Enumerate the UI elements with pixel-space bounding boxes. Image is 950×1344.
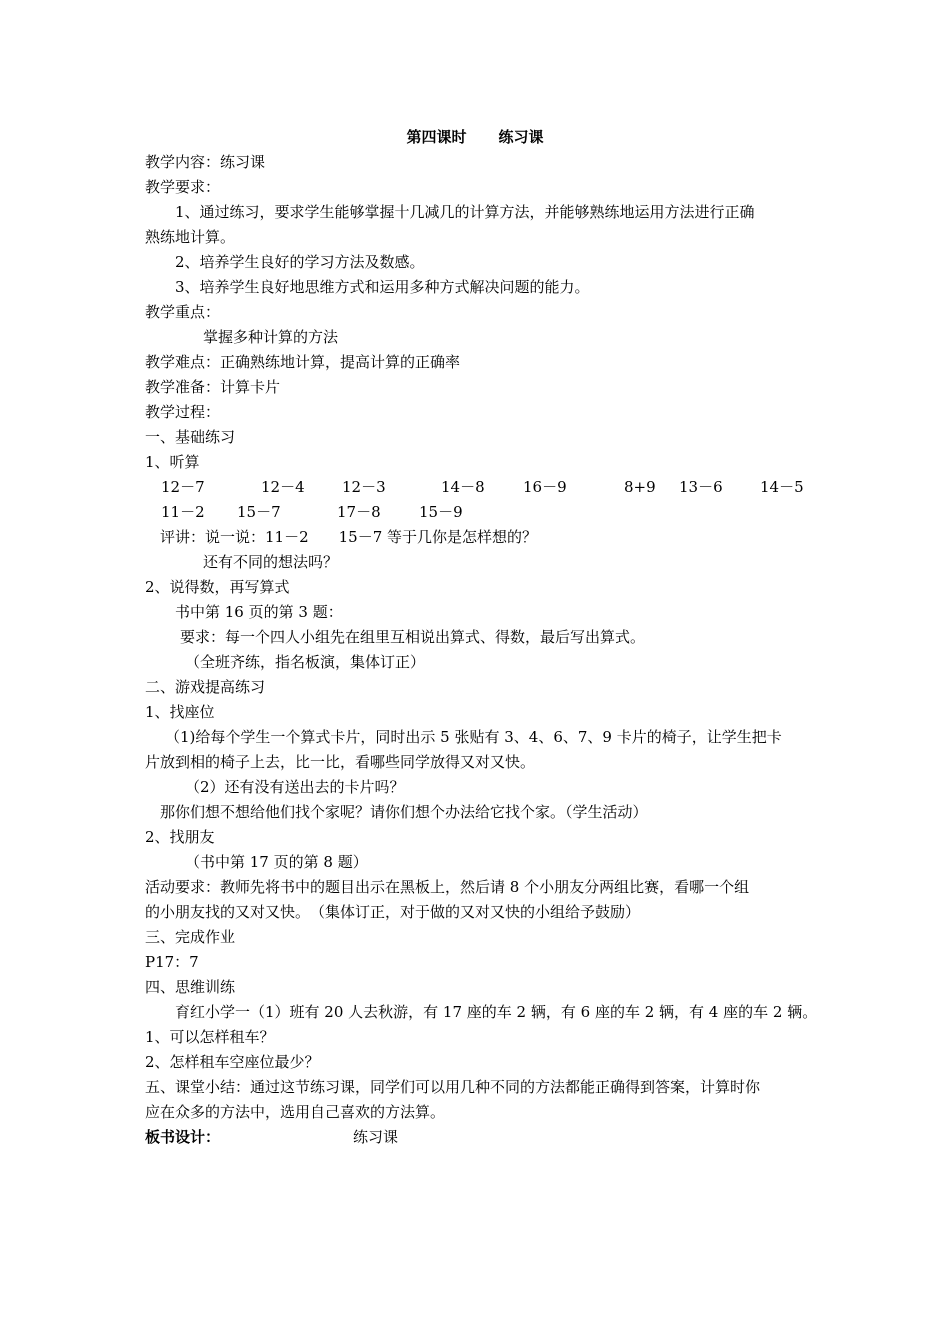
board-design-label: 板书设计： (145, 1128, 221, 1146)
process-heading: 教学过程： (145, 403, 221, 421)
calc-item: 12－7 (161, 478, 205, 496)
section-3-heading: 三、完成作业 (145, 928, 236, 946)
summary-line-1: 五、课堂小结：通过这节练习课，同学们可以用几种不同的方法都能正确得到答案，计算时你 (145, 1078, 761, 1096)
teaching-content: 教学内容：练习课 (145, 153, 266, 171)
section-1-item-1: 1、听算 (145, 453, 200, 471)
title-lesson-type: 练习课 (498, 128, 544, 146)
section-2-heading: 二、游戏提高练习 (145, 678, 266, 696)
calc-item: 17－8 (337, 503, 381, 521)
section-4-heading: 四、思维训练 (145, 978, 236, 996)
requirement-1-line-1: 1、通过练习，要求学生能够掌握十几减几的计算方法，并能够熟练地运用方法进行正确 (175, 203, 755, 221)
group-requirement: 要求：每一个四人小组先在组里互相说出算式、得数，最后写出算式。 (180, 628, 646, 646)
calc-item: 11－2 (161, 503, 205, 521)
preparation: 教学准备：计算卡片 (145, 378, 281, 396)
calc-item: 14－5 (760, 478, 804, 496)
section-2-item-1: 1、找座位 (145, 703, 215, 721)
activity-line-1: 活动要求：教师先将书中的题目出示在黑板上，然后请 8 个小朋友分两组比赛，看哪一个组 (145, 878, 750, 896)
requirement-2: 2、培养学生良好的学习方法及数感。 (175, 253, 425, 271)
calc-item: 15－9 (419, 503, 463, 521)
key-points-heading: 教学重点： (145, 303, 221, 321)
key-points: 掌握多种计算的方法 (203, 328, 339, 346)
summary-line-2: 应在众多的方法中，选用自己喜欢的方法算。 (145, 1103, 446, 1121)
comment: 评讲：说一说：11－2 15－7 等于几你是怎样想的？ (160, 528, 538, 546)
question-1: 1、可以怎样租车？ (145, 1028, 275, 1046)
calc-item: 8+9 (624, 478, 656, 496)
book-page-16: 书中第 16 页的第 3 题： (175, 603, 343, 621)
book-page-17: （书中第 17 页的第 8 题） (185, 853, 368, 871)
seat-step-1-line-1: （1)给每个学生一个算式卡片，同时出示 5 张贴有 3、4、6、7、9 卡片的椅子，让学生把卡 (165, 728, 782, 746)
activity-line-2: 的小朋友找的又对又快。 （集体订正，对于做的又对又快的小组给予鼓励） (145, 903, 641, 921)
calc-item: 12－3 (342, 478, 386, 496)
difficulty: 教学难点：正确熟练地计算，提高计算的正确率 (145, 353, 461, 371)
calc-item: 14－8 (441, 478, 485, 496)
requirement-1-line-2: 熟练地计算。 (145, 228, 236, 246)
whole-class-note: （全班齐练，指名板演，集体订正） (185, 653, 426, 671)
board-design-value: 练习课 (353, 1128, 399, 1146)
trip-problem: 育红小学一（1）班有 20 人去秋游，有 17 座的车 2 辆，有 6 座的车 2 辆，有 4 座的车 2 辆。 (175, 1003, 818, 1021)
seat-step-2: （2）还有没有送出去的卡片吗？ (185, 778, 405, 796)
calc-item: 13－6 (679, 478, 723, 496)
homework: P17：7 (145, 953, 199, 971)
seat-step-3: 那你们想不想给他们找个家呢？请你们想个办法给它找个家。（学生活动） (160, 803, 648, 821)
page-title (0, 127, 950, 147)
section-1-heading: 一、基础练习 (145, 428, 236, 446)
section-1-item-2: 2、说得数，再写算式 (145, 578, 290, 596)
calc-item: 16－9 (523, 478, 567, 496)
requirement-3: 3、培养学生良好地思维方式和运用多种方式解决问题的能力。 (175, 278, 590, 296)
title-lesson-number: 第四课时 (406, 128, 467, 146)
requirements-heading: 教学要求： (145, 178, 221, 196)
seat-step-1-line-2: 片放到相的椅子上去，比一比，看哪些同学放得又对又快。 (145, 753, 536, 771)
comment-followup: 还有不同的想法吗？ (203, 553, 339, 571)
question-2: 2、怎样租车空座位最少？ (145, 1053, 320, 1071)
section-2-item-2: 2、找朋友 (145, 828, 215, 846)
calc-item: 15－7 (237, 503, 281, 521)
calc-item: 12－4 (261, 478, 305, 496)
